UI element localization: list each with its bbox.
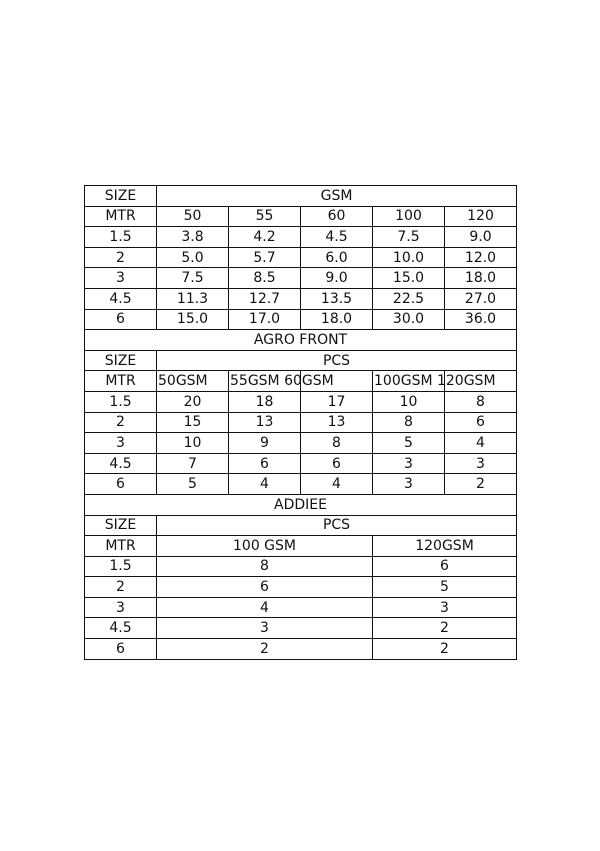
value-cell: 8 [445, 391, 517, 412]
table-row [85, 391, 517, 412]
value-cell: 9 [229, 433, 301, 454]
unit-header: MTR [85, 206, 157, 227]
gsm-header-row [85, 186, 517, 207]
value-cell: 5 [373, 433, 445, 454]
value-cell: 8 [301, 433, 373, 454]
value-cell: 15.0 [373, 268, 445, 289]
value-cell: 3 [373, 597, 517, 618]
value-cell: 6 [445, 412, 517, 433]
value-cell: 4 [229, 474, 301, 495]
value-cell: 30.0 [373, 309, 445, 330]
column-header: 60 [301, 206, 373, 227]
size-cell: 2 [85, 247, 157, 268]
value-cell: 12.0 [445, 247, 517, 268]
size-header: SIZE [85, 515, 157, 536]
value-cell: 17 [301, 391, 373, 412]
value-cell: 7.5 [157, 268, 229, 289]
value-cell: 4 [157, 597, 373, 618]
value-cell: 4.5 [301, 227, 373, 248]
pcs-group-header: PCS [157, 350, 517, 371]
size-cell: 3 [85, 597, 157, 618]
size-header: SIZE [85, 350, 157, 371]
value-cell: 27.0 [445, 288, 517, 309]
value-cell: 10.0 [373, 247, 445, 268]
value-cell: 10 [373, 391, 445, 412]
size-header: SIZE [85, 186, 157, 207]
unit-header: MTR [85, 536, 157, 557]
section-title-row [85, 330, 517, 351]
agro-front-title: AGRO FRONT [85, 330, 517, 351]
gsm-group-header: GSM [157, 186, 517, 207]
gsm-column-row [85, 206, 517, 227]
size-cell: 3 [85, 433, 157, 454]
value-cell: 3 [373, 453, 445, 474]
table-row [85, 618, 517, 639]
value-cell: 3 [157, 618, 373, 639]
size-cell: 6 [85, 309, 157, 330]
value-cell: 8 [157, 556, 373, 577]
table-row [85, 639, 517, 660]
value-cell: 2 [373, 618, 517, 639]
size-cell: 6 [85, 639, 157, 660]
value-cell: 2 [445, 474, 517, 495]
column-header: 120GSM [373, 536, 517, 557]
table-row [85, 309, 517, 330]
column-header: 100 GSM [157, 536, 373, 557]
value-cell: 9.0 [301, 268, 373, 289]
table-row [85, 577, 517, 598]
value-cell: 3 [445, 453, 517, 474]
value-cell: 7 [157, 453, 229, 474]
value-cell: 2 [373, 639, 517, 660]
size-cell: 4.5 [85, 618, 157, 639]
table-row [85, 433, 517, 454]
value-cell: 13 [301, 412, 373, 433]
value-cell: 8 [373, 412, 445, 433]
value-cell: 2 [157, 639, 373, 660]
value-cell: 6 [301, 453, 373, 474]
value-cell: 18 [229, 391, 301, 412]
value-cell: 9.0 [445, 227, 517, 248]
addiee-column-row [85, 536, 517, 557]
size-cell: 4.5 [85, 453, 157, 474]
column-header: 120 [445, 206, 517, 227]
value-cell: 6 [229, 453, 301, 474]
size-cell: 1.5 [85, 391, 157, 412]
value-cell: 6 [373, 556, 517, 577]
table-row [85, 268, 517, 289]
value-cell: 6 [157, 577, 373, 598]
value-cell: 13 [229, 412, 301, 433]
agro-header-row [85, 350, 517, 371]
section-title-row [85, 494, 517, 515]
addiee-header-row [85, 515, 517, 536]
value-cell: 4 [445, 433, 517, 454]
value-cell: 15.0 [157, 309, 229, 330]
value-cell: 10 [157, 433, 229, 454]
value-cell: 18.0 [445, 268, 517, 289]
size-cell: 1.5 [85, 227, 157, 248]
pcs-group-header: PCS [157, 515, 517, 536]
price-table [84, 185, 517, 660]
unit-header: MTR [85, 371, 157, 392]
value-cell: 12.7 [229, 288, 301, 309]
column-header: 50 [157, 206, 229, 227]
size-cell: 4.5 [85, 288, 157, 309]
value-cell: 22.5 [373, 288, 445, 309]
size-cell: 1.5 [85, 556, 157, 577]
size-cell: 2 [85, 577, 157, 598]
size-cell: 6 [85, 474, 157, 495]
table-row [85, 556, 517, 577]
size-cell: 3 [85, 268, 157, 289]
value-cell: 17.0 [229, 309, 301, 330]
table-row [85, 453, 517, 474]
value-cell: 8.5 [229, 268, 301, 289]
column-header: 50GSM [157, 371, 229, 392]
column-header: 55 [229, 206, 301, 227]
value-cell: 36.0 [445, 309, 517, 330]
size-cell: 2 [85, 412, 157, 433]
value-cell: 5.0 [157, 247, 229, 268]
table-row [85, 412, 517, 433]
value-cell: 18.0 [301, 309, 373, 330]
column-header: 55GSM 60GSM [229, 371, 301, 392]
table-row [85, 247, 517, 268]
value-cell: 5.7 [229, 247, 301, 268]
value-cell: 5 [157, 474, 229, 495]
table-row [85, 597, 517, 618]
addiee-title: ADDIEE [85, 494, 517, 515]
value-cell: 3 [373, 474, 445, 495]
value-cell: 20 [157, 391, 229, 412]
value-cell: 4.2 [229, 227, 301, 248]
column-header: 100 [373, 206, 445, 227]
value-cell: 11.3 [157, 288, 229, 309]
table-row [85, 227, 517, 248]
value-cell: 4 [301, 474, 373, 495]
value-cell: 13.5 [301, 288, 373, 309]
value-cell: 6.0 [301, 247, 373, 268]
table-row [85, 474, 517, 495]
value-cell: 3.8 [157, 227, 229, 248]
value-cell: 15 [157, 412, 229, 433]
column-header: 100GSM 120GSM [373, 371, 445, 392]
agro-column-row [85, 371, 517, 392]
table-row [85, 288, 517, 309]
value-cell: 5 [373, 577, 517, 598]
value-cell: 7.5 [373, 227, 445, 248]
